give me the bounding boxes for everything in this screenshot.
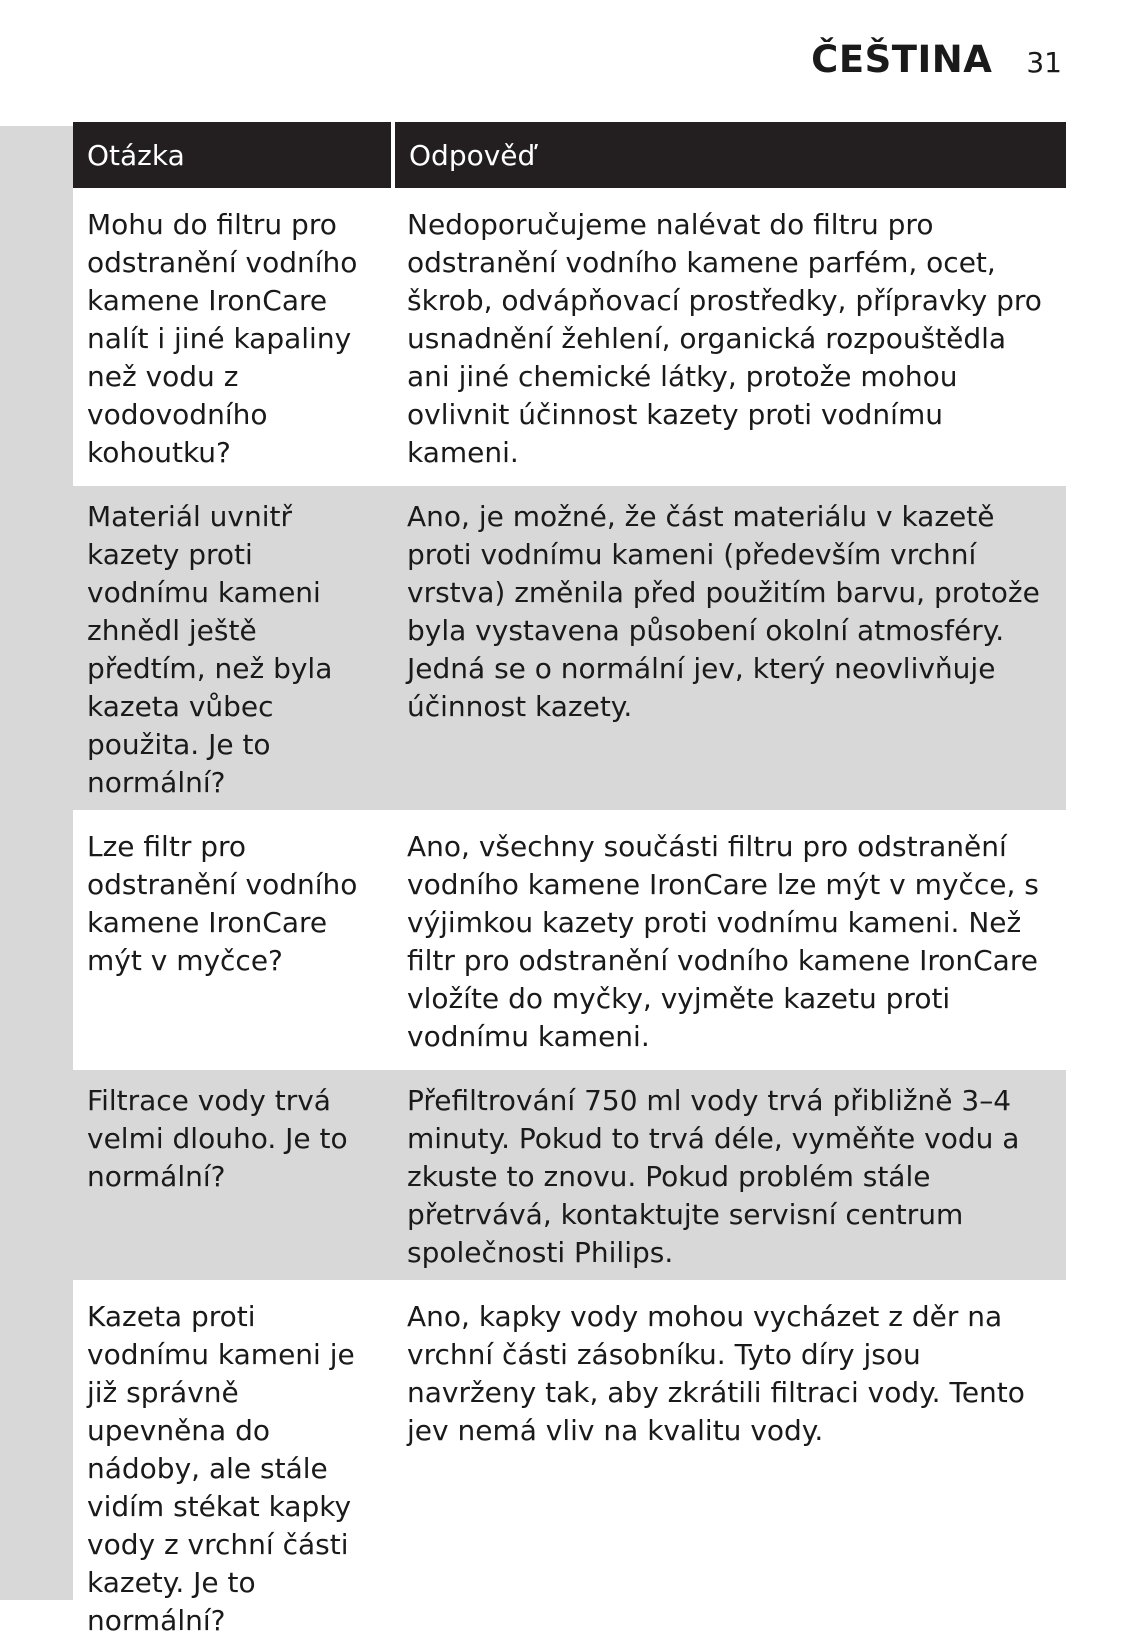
faq-table (73, 122, 1066, 1648)
page-number: 31 (1026, 46, 1062, 79)
question-cell: Kazeta proti vodnímu kameni je již správně upevněna do nádoby, ale stále vidím stékat kapky vody z vrchní části kazety. Je to normální? (73, 1283, 393, 1648)
question-cell: Lze filtr pro odstranění vodního kamene IronCare mýt v myčce? (73, 813, 393, 1067)
language-title: ČEŠTINA (811, 38, 993, 81)
column-header-question: Otázka (73, 122, 393, 191)
column-header-answer: Odpověď (393, 122, 1066, 191)
question-cell: Materiál uvnitř kazety proti vodnímu kameni zhnědl ještě předtím, než byla kazeta vůbec použita. Je to normální? (73, 483, 393, 813)
table-row (73, 483, 1066, 813)
question-cell: Filtrace vody trvá velmi dlouho. Je to normální? (73, 1067, 393, 1283)
table-row (73, 1283, 1066, 1648)
table-header-row (73, 122, 1066, 191)
answer-cell: Ano, kapky vody mohou vycházet z děr na vrchní části zásobníku. Tyto díry jsou navrženy tak, aby zkrátili filtraci vody. Tento jev nemá vliv na kvalitu vody. (393, 1283, 1066, 1648)
answer-cell: Nedoporučujeme nalévat do filtru pro odstranění vodního kamene parfém, ocet, škrob, odvápňovací prostředky, přípravky pro usnadnění žehlení, organická rozpouštědla ani jiné chemické látky, protože mohou ovlivnit účinnost kazety proti vodnímu kameni. (393, 191, 1066, 483)
question-cell: Mohu do filtru pro odstranění vodního kamene IronCare nalít i jiné kapaliny než vodu z vodovodního kohoutku? (73, 191, 393, 483)
table-row (73, 813, 1066, 1067)
table-row (73, 191, 1066, 483)
table-row (73, 1067, 1066, 1283)
page-header (811, 38, 1062, 81)
answer-cell: Ano, je možné, že část materiálu v kazetě proti vodnímu kameni (především vrchní vrstva) změnila před použitím barvu, protože byla vystavena působení okolní atmosféry. Jedná se o normální jev, který neovlivňuje účinnost kazety. (393, 483, 1066, 813)
answer-cell: Přefiltrování 750 ml vody trvá přibližně 3–4 minuty. Pokud to trvá déle, vyměňte vodu a zkuste to znovu. Pokud problém stále přetrvává, kontaktujte servisní centrum společnosti Philips. (393, 1067, 1066, 1283)
answer-cell: Ano, všechny součásti filtru pro odstranění vodního kamene IronCare lze mýt v myčce, s výjimkou kazety proti vodnímu kameni. Než filtr pro odstranění vodního kamene IronCare vložíte do myčky, vyjměte kazetu proti vodnímu kameni. (393, 813, 1066, 1067)
